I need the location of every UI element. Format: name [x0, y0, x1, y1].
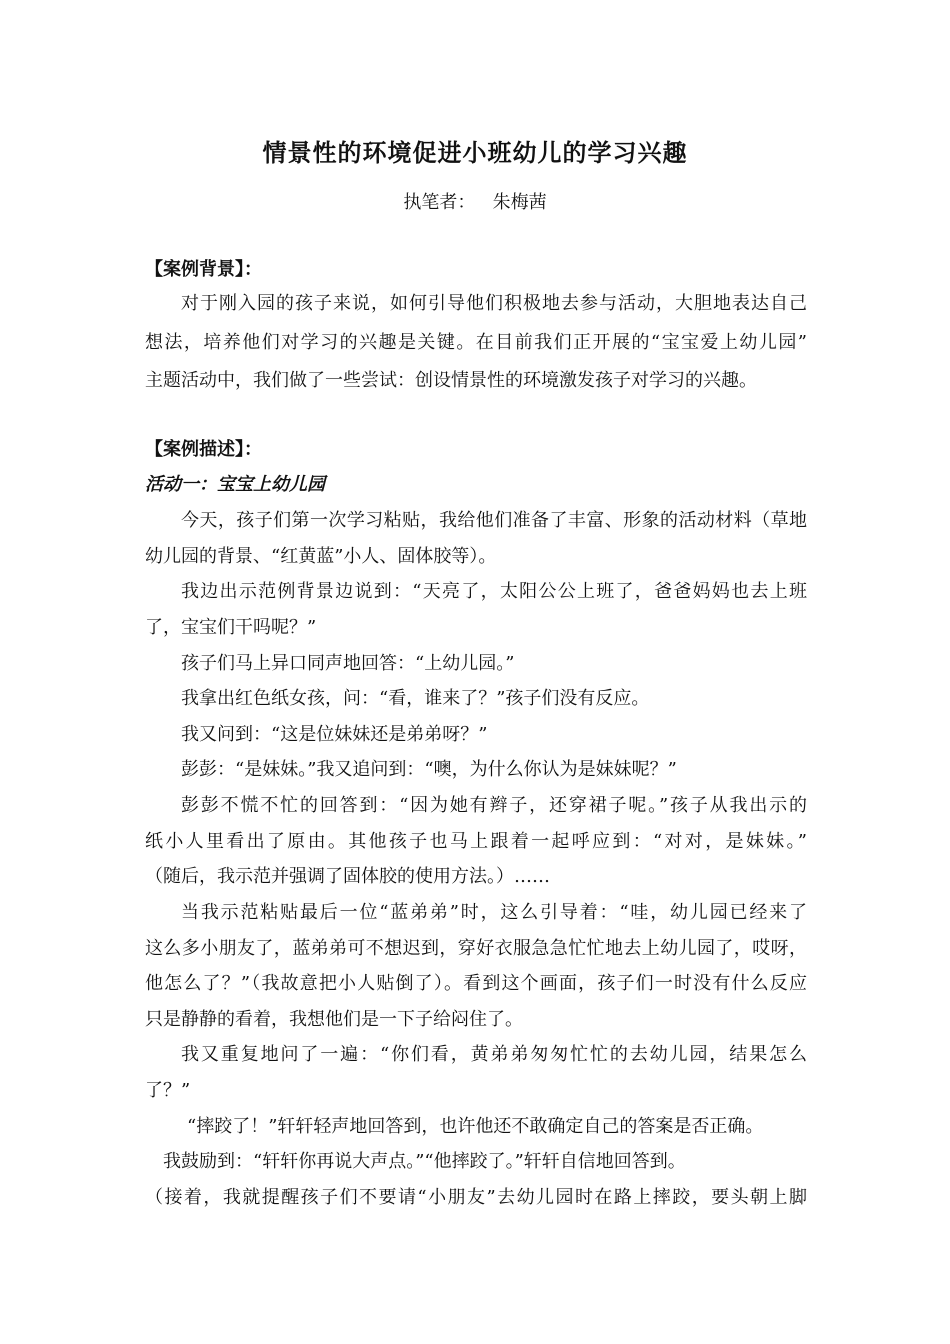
paragraph-line: 纸小人里看出了原由。其他孩子也马上跟着一起呼应到：“对对，是妹妹。” — [145, 831, 807, 852]
paragraph-line: “摔跤了！”轩轩轻声地回答到，也许他还不敢确定自己的答案是否正确。 — [187, 1116, 764, 1137]
paragraph-line: 我又问到：“这是位妹妹还是弟弟呀？” — [181, 724, 488, 745]
author-line: 执笔者： 朱梅茜 — [403, 192, 547, 213]
activity-heading: 活动一：宝宝上幼儿园 — [145, 474, 325, 495]
paragraph-line: 这么多小朋友了，蓝弟弟可不想迟到，穿好衣服急急忙忙地去上幼儿园了，哎呀， — [145, 938, 807, 959]
paragraph-line: 我边出示范例背景边说到：“天亮了，太阳公公上班了，爸爸妈妈也去上班 — [181, 581, 807, 602]
paragraph-line: （接着，我就提醒孩子们不要请“小朋友”去幼儿园时在路上摔跤，要头朝上脚 — [145, 1187, 807, 1208]
document-title: 情景性的环境促进小班幼儿的学习兴趣 — [262, 138, 688, 167]
paragraph-line: 主题活动中，我们做了一些尝试：创设情景性的环境激发孩子对学习的兴趣。 — [145, 370, 757, 391]
paragraph-line: 他怎么了？”（我故意把小人贴倒了）。看到这个画面，孩子们一时没有什么反应 — [145, 973, 807, 994]
paragraph-line: 彭彭不慌不忙的回答到：“因为她有辫子，还穿裙子呢。”孩子从我出示的 — [181, 795, 807, 816]
paragraph-line: 彭彭：“是妹妹。”我又追问到：“噢，为什么你认为是妹妹呢？” — [181, 759, 677, 780]
paragraph-line: 对于刚入园的孩子来说，如何引导他们积极地去参与活动，大胆地表达自己 — [181, 293, 807, 314]
section-heading-background: 【案例背景】： — [145, 259, 262, 280]
paragraph-line: 只是静静的看着，我想他们是一下子给闷住了。 — [145, 1009, 523, 1030]
paragraph-line: （随后，我示范并强调了固体胶的使用方法。）…… — [145, 866, 550, 887]
paragraph-line: 孩子们马上异口同声地回答：“上幼儿园。” — [181, 653, 515, 674]
paragraph-line: 了？” — [145, 1080, 191, 1101]
paragraph-line: 了，宝宝们干吗呢？” — [145, 617, 317, 638]
paragraph-line: 想法，培养他们对学习的兴趣是关键。在目前我们正开展的“宝宝爱上幼儿园” — [145, 332, 807, 353]
paragraph-line: 当我示范粘贴最后一位“蓝弟弟”时，这么引导着：“哇，幼儿园已经来了 — [181, 902, 807, 923]
paragraph-line: 我鼓励到：“轩轩你再说大声点。”“他摔跤了。”轩轩自信地回答到。 — [163, 1151, 686, 1172]
section-heading-description: 【案例描述】： — [145, 439, 262, 460]
paragraph-line: 今天，孩子们第一次学习粘贴，我给他们准备了丰富、形象的活动材料（草地 — [181, 510, 807, 531]
paragraph-line: 我拿出红色纸女孩，问：“看，谁来了？”孩子们没有反应。 — [181, 688, 650, 709]
paragraph-line: 幼儿园的背景、“红黄蓝”小人、固体胶等）。 — [145, 546, 497, 567]
paragraph-line: 我又重复地问了一遍：“你们看，黄弟弟匆匆忙忙的去幼儿园，结果怎么 — [181, 1044, 807, 1065]
